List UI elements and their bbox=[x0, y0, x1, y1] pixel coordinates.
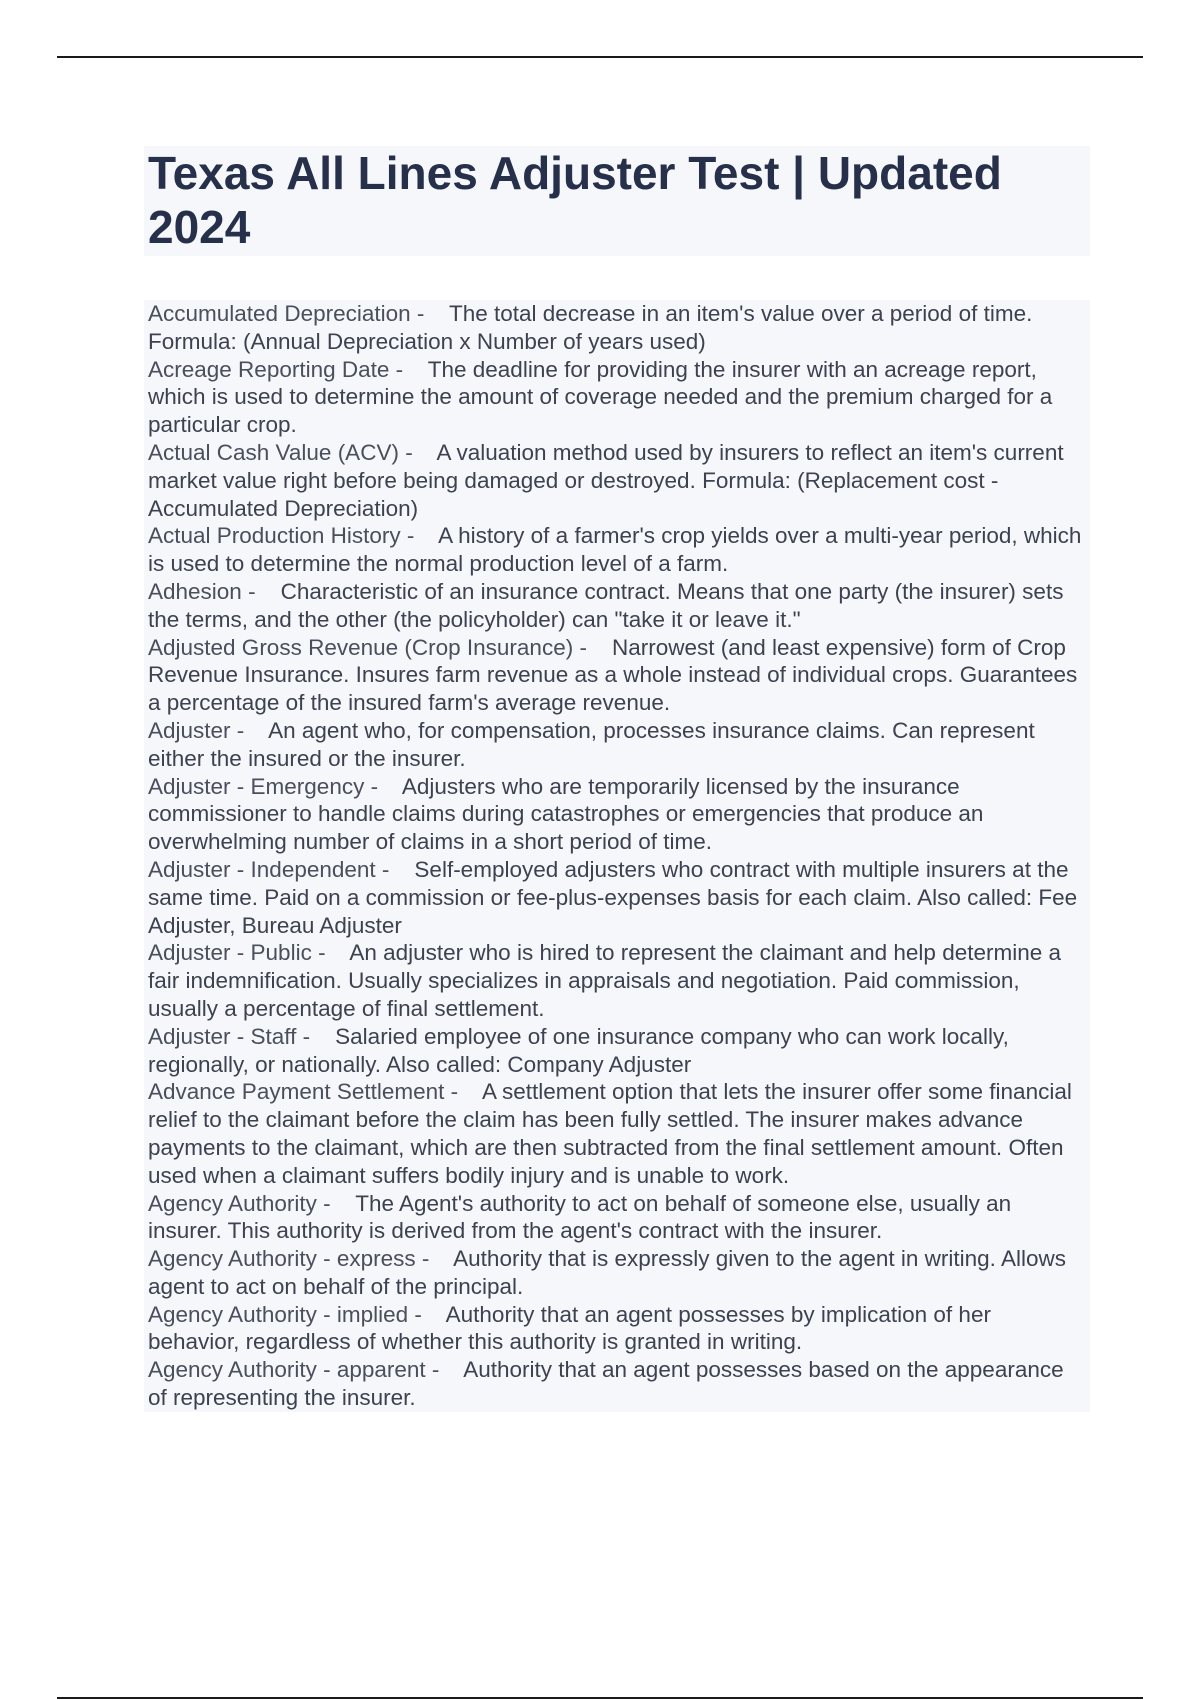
glossary-entry: Adjusted Gross Revenue (Crop Insurance) - Narrowest (and least expensive) form of Crop Revenue Insurance. Insures farm revenue as a whole instead of individual crops. Guarantees a percentage of the insured farm's average revenue. bbox=[144, 634, 1090, 717]
glossary-entry: Actual Production History - A history of a farmer's crop yields over a multi-year period, which is used to determine the normal production level of a farm. bbox=[144, 522, 1090, 578]
glossary-entry: Adjuster - An agent who, for compensation, processes insurance claims. Can represent either the insured or the insurer. bbox=[144, 717, 1090, 773]
glossary-entry: Accumulated Depreciation - The total decrease in an item's value over a period of time. Formula: (Annual Depreciation x Number of years used) bbox=[144, 300, 1090, 356]
entry-term: Agency Authority bbox=[148, 1190, 317, 1216]
glossary-entry: Adjuster - Public - An adjuster who is hired to represent the claimant and help determine a fair indemnification. Usually specializes in appraisals and negotiation. Paid commission, usually a percentage of final settlement. bbox=[144, 939, 1090, 1022]
entry-term: Adjuster - Staff bbox=[148, 1023, 297, 1049]
glossary-entry: Adjuster - Independent - Self-employed adjusters who contract with multiple insurers at the same time. Paid on a commission or fee-plus-expenses basis for each claim. Also called: Fee Adjuster, Bureau Adjuster bbox=[144, 856, 1090, 939]
entry-definition: A settlement option that lets the insurer offer some financial relief to the claimant before the claim has been fully settled. The insurer makes advance payments to the claimant, which are then subtracted from the final settlement amount. Often used when a claimant suffers bodily injury and is unable to work. bbox=[148, 1079, 1072, 1188]
entry-term: Acreage Reporting Date bbox=[148, 356, 390, 382]
entry-term: Advance Payment Settlement bbox=[148, 1079, 445, 1105]
entry-definition: Authority that an agent possesses based on the appearance of representing the insurer. bbox=[148, 1357, 1064, 1411]
entry-term: Actual Production History bbox=[148, 523, 401, 549]
entry-definition: Salaried employee of one insurance company who can work locally, regionally, or nationally. Also called: Company Adjuster bbox=[148, 1023, 1009, 1077]
glossary-entry: Actual Cash Value (ACV) - A valuation method used by insurers to reflect an item's current market value right before being damaged or destroyed. Formula: (Replacement cost - Accumulated Depreciation) bbox=[144, 439, 1090, 522]
entry-definition: An agent who, for compensation, processes insurance claims. Can represent either the insured or the insurer. bbox=[148, 717, 1035, 771]
entry-definition: Characteristic of an insurance contract. Means that one party (the insurer) sets the terms, and the other (the policyholder) can "take it or leave it." bbox=[148, 578, 1064, 632]
entry-term: Agency Authority - implied bbox=[148, 1301, 409, 1327]
glossary-entry: Adjuster - Emergency - Adjusters who are temporarily licensed by the insurance commissioner to handle claims during catastrophes or emergencies that produce an overwhelming number of claims in a short period of time. bbox=[144, 773, 1090, 856]
glossary-entry: Advance Payment Settlement - A settlement option that lets the insurer offer some financial relief to the claimant before the claim has been fully settled. The insurer makes advance payments to the claimant, which are then subtracted from the final settlement amount. Often used when a claimant suffers bodily injury and is unable to work. bbox=[144, 1078, 1090, 1189]
glossary-list bbox=[144, 300, 1090, 1412]
glossary-entry: Agency Authority - The Agent's authority to act on behalf of someone else, usually an insurer. This authority is derived from the agent's contract with the insurer. bbox=[144, 1190, 1090, 1246]
entry-term: Agency Authority - express bbox=[148, 1246, 416, 1272]
entry-term: Adjuster - Public bbox=[148, 940, 312, 966]
glossary-entry: Agency Authority - express - Authority that is expressly given to the agent in writing. Allows agent to act on behalf of the principal. bbox=[144, 1245, 1090, 1301]
entry-term: Adjuster - Emergency bbox=[148, 773, 365, 799]
entry-term: Adhesion bbox=[148, 578, 242, 604]
entry-definition: A valuation method used by insurers to reflect an item's current market value right before being damaged or destroyed. Formula: (Replacement cost - Accumulated Depreciation) bbox=[148, 439, 1064, 521]
entry-term: Adjuster bbox=[148, 717, 231, 743]
bottom-rule bbox=[57, 1697, 1143, 1699]
entry-definition: The total decrease in an item's value over a period of time. Formula: (Annual Depreciation x Number of years used) bbox=[148, 301, 1033, 354]
entry-definition: An adjuster who is hired to represent the claimant and help determine a fair indemnification. Usually specializes in appraisals and negotiation. Paid commission, usually a percentage of final settlement. bbox=[148, 940, 1062, 1021]
entry-definition: Self-employed adjusters who contract with multiple insurers at the same time. Paid on a commission or fee-plus-expenses basis for each claim. Also called: Fee Adjuster, Bureau Adjuster bbox=[148, 856, 1078, 938]
entry-definition: Narrowest (and least expensive) form of Crop Revenue Insurance. Insures farm revenue as a whole instead of individual crops. Guarantees a percentage of the insured farm's average revenue. bbox=[148, 634, 1078, 716]
glossary-entry: Adjuster - Staff - Salaried employee of one insurance company who can work locally, regionally, or nationally. Also called: Company Adjuster bbox=[144, 1023, 1090, 1079]
entry-definition: Adjusters who are temporarily licensed by the insurance commissioner to handle claims during catastrophes or emergencies that produce an overwhelming number of claims in a short period of time. bbox=[148, 773, 984, 855]
entry-definition: The Agent's authority to act on behalf of someone else, usually an insurer. This authority is derived from the agent's contract with the insurer. bbox=[148, 1190, 1012, 1244]
top-rule bbox=[57, 56, 1143, 58]
entry-term: Adjuster - Independent bbox=[148, 856, 376, 882]
entry-definition: A history of a farmer's crop yields over a multi-year period, which is used to determine the normal production level of a farm. bbox=[148, 523, 1082, 577]
entry-definition: Authority that is expressly given to the agent in writing. Allows agent to act on behalf of the principal. bbox=[148, 1246, 1066, 1299]
entry-definition: The deadline for providing the insurer with an acreage report, which is used to determine the amount of coverage needed and the premium charged for a particular crop. bbox=[148, 356, 1053, 438]
entry-term: Agency Authority - apparent bbox=[148, 1357, 426, 1383]
entry-definition: Authority that an agent possesses by implication of her behavior, regardless of whether this authority is granted in writing. bbox=[148, 1301, 991, 1355]
glossary-entry: Agency Authority - apparent - Authority that an agent possesses based on the appearance of representing the insurer. bbox=[144, 1356, 1090, 1412]
glossary-entry: Acreage Reporting Date - The deadline for providing the insurer with an acreage report, which is used to determine the amount of coverage needed and the premium charged for a particular crop. bbox=[144, 356, 1090, 439]
entry-term: Accumulated Depreciation bbox=[148, 301, 411, 326]
page-title: Texas All Lines Adjuster Test | Updated 2024 bbox=[148, 147, 1002, 253]
glossary-entry: Agency Authority - implied - Authority that an agent possesses by implication of her behavior, regardless of whether this authority is granted in writing. bbox=[144, 1301, 1090, 1357]
title-block bbox=[144, 146, 1090, 256]
entry-term: Actual Cash Value (ACV) bbox=[148, 439, 399, 465]
entry-term: Adjusted Gross Revenue (Crop Insurance) bbox=[148, 634, 574, 660]
glossary-entry: Adhesion - Characteristic of an insurance contract. Means that one party (the insurer) sets the terms, and the other (the policyholder) can "take it or leave it." bbox=[144, 578, 1090, 634]
